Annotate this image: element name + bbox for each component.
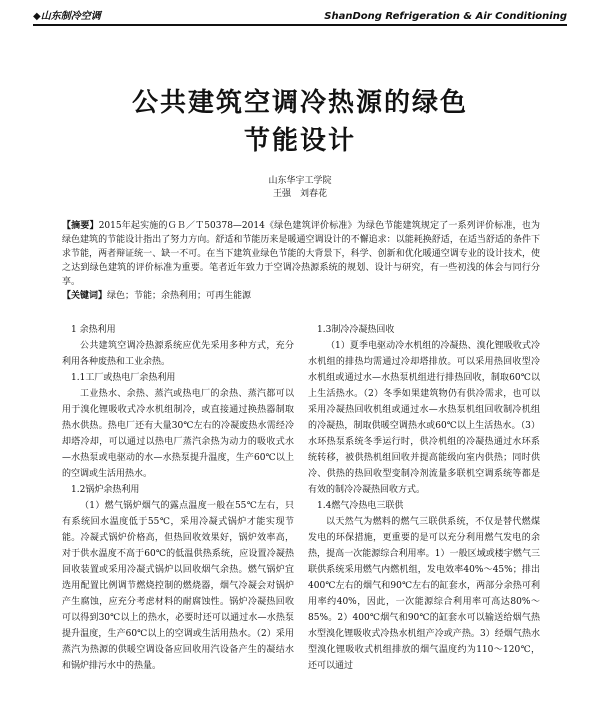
- article-title: [0, 84, 600, 160]
- body-paragraph: 工业热水、余热、蒸汽或热电厂的余热、蒸汽都可以用于溴化锂吸收式冷水机组制冷，或直接通过换热器制取热水供热。热电厂还有大量30℃左右的冷凝废热水需经冷却塔冷却，可以通过以热电厂蒸汽余热为动力的吸收式水—水热泵或电驱动的水—水热泵提升温度，生产60℃以上的空调或生活用热水。: [62, 389, 294, 479]
- institution: 山东华宇工学院: [268, 176, 332, 186]
- keywords-text: 绿色；节能；余热利用；可再生能源: [107, 291, 252, 301]
- body-paragraph: （1）夏季电驱动冷水机组的冷凝热、溴化锂吸收式冷水机组的排热均需通过冷却塔排放。可以采用热回收型冷水机组或通过水—水热泵机组进行排热回收，制取60℃以上生活热水。（2）冬季如果建筑物仍有供冷需求，也可以采用冷凝热回收机组或通过水—水热泵机组回收制冷机组的冷凝热，制取供暖空调热水或60℃以上生活热水。（3）水环热泵系统冬季运行时，供冷机组的冷凝热通过水环系统转移，被供热机组回收并提高能级向室内供热；同时供冷、供热的热回收型变制冷剂流量多联机空调系统等都是有效的制冷冷凝热回收方式。: [308, 341, 540, 495]
- section-heading: 1.1工厂或热电厂余热利用: [71, 373, 176, 383]
- body-paragraph: 以天然气为燃料的燃气三联供系统，不仅是替代燃煤发电的环保措施，更重要的是可以充分利用燃气发电的余热，提高一次能源综合利用率。1）一般区域或楼宇燃气三联供系统采用燃气内燃机组，发电效率40%～45%；排出400℃左右的烟气和90℃左右的缸套水，两部分余热可利用率约40%，因此，一次能源综合利用率可高达80%～85%。2）400℃烟气和90℃的缸套水可以输送给烟气热水型溴化锂吸收式冷热水机组产冷或产热。3）经烟气热水型溴化锂吸收式机组排放的烟气温度约为110～120℃，还可以通过: [308, 517, 540, 671]
- abstract-label: 【摘要】: [62, 221, 99, 231]
- keywords-label: 【关键词】: [62, 291, 108, 301]
- abstract-text: 2015年起实施的ＧＢ／Ｔ50378—2014《绿色建筑评价标准》为绿色节能建筑规定了一系列评价标准，也为绿色建筑的节能设计指出了努力方向。舒适和节能历来是暖通空调设计的不懈追求：以能耗换舒适，在适当舒适的条件下求节能，两者辩证统一、缺一不可。在当下建筑业绿色节能的大背景下，科学、创新和优化暖通空调专业的设计技术，使之达到绿色建筑的评价标准为重要。笔者近年致力于空调冷热源系统的规划、设计与研究，有一些初浅的体会与同行分享。: [62, 221, 540, 287]
- abstract-block: [62, 219, 540, 303]
- right-column: [308, 322, 540, 694]
- title-line-1: 公共建筑空调冷热源的绿色: [131, 88, 468, 118]
- title-line-2: 节能设计: [243, 126, 356, 156]
- running-header: [33, 6, 567, 26]
- left-column: [62, 322, 294, 694]
- keywords-paragraph: [62, 289, 540, 303]
- section-heading: 1 余热利用: [71, 325, 116, 335]
- section-heading: 1.3制冷冷凝热回收: [317, 325, 395, 335]
- section-heading: 1.2锅炉余热利用: [71, 485, 140, 495]
- section-heading: 1.4燃气冷热电三联供: [317, 501, 404, 511]
- authors: 王强 刘春花: [272, 189, 327, 199]
- abstract-paragraph: [62, 219, 540, 289]
- body-columns: [62, 322, 540, 694]
- affiliation-block: [0, 175, 600, 201]
- body-paragraph: （1）燃气锅炉烟气的露点温度一般在55℃左右，只有系统回水温度低于55℃，采用冷凝式锅炉才能实现节能。冷凝式锅炉价格高，但热回收效果好，锅炉效率高，对于供水温度不高于60℃的低温供热系统，应设置冷凝热回收装置或采用冷凝式锅炉以回收烟气余热。燃气锅炉宜选用配置比例调节燃烧控制的燃烧器，烟气冷凝会对锅炉产生腐蚀，应充分考虑材料的耐腐蚀性。锅炉冷凝热回收可以得到30℃以上的热水，必要时还可以通过水—水热泵提升温度，生产60℃以上的空调或生活用热水。（2）采用蒸汽为热源的供暖空调设备应回收用汽设备产生的凝结水和锅炉排污水中的热量。: [62, 501, 294, 671]
- journal-name-en: ShanDong Refrigeration & Air Conditioning: [324, 11, 567, 22]
- journal-name-cn: ◆山东制冷空调: [33, 11, 101, 22]
- body-paragraph: 公共建筑空调冷热源系统应优先采用多种方式，充分利用各种废热和工业余热。: [62, 341, 294, 367]
